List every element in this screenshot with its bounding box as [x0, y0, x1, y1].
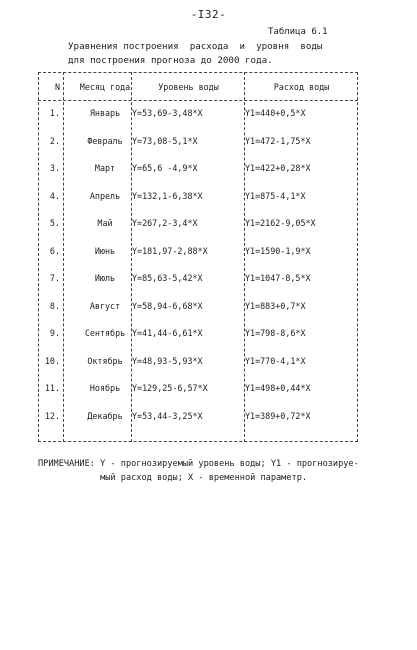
row-level: Y=53,44-3,25*X [132, 410, 203, 421]
caption-line-2: для построения прогноза до 2000 года. [68, 55, 273, 66]
table-note [38, 457, 359, 485]
row-month: Октябрь [87, 355, 123, 366]
row-level: Y=53,69-3,48*X [132, 108, 203, 118]
row-flow: Y1=875-4,1*X [245, 190, 306, 201]
row-level: Y=41,44-6,61*X [132, 328, 203, 338]
header-month: Месяц года [79, 82, 131, 92]
row-num: 6. [49, 245, 60, 256]
row-num: 3. [49, 163, 60, 173]
row-level: Y=73,08-5,1*X [132, 135, 198, 146]
table-row [38, 218, 358, 230]
row-month: Февраль [87, 135, 123, 146]
row-num: 1. [49, 108, 60, 118]
table-caption [68, 40, 322, 68]
row-num: 11. [44, 383, 60, 393]
header-separator [38, 100, 358, 101]
row-flow: Y1=389+0,72*X [245, 410, 311, 421]
table-row [38, 136, 358, 148]
header-level: Уровень воды [158, 82, 219, 92]
table-row [38, 246, 358, 258]
row-level: Y=48,93-5,93*X [132, 355, 203, 366]
table-row [38, 301, 358, 313]
table-row [38, 411, 358, 423]
row-month: Ноябрь [89, 383, 121, 393]
row-flow: Y1=1047-8,5*X [245, 273, 311, 283]
note-line-2: мый расход воды; X - временной параметр. [38, 473, 308, 483]
row-num: 8. [49, 300, 60, 311]
row-flow: Y1=422+0,28*X [245, 163, 311, 173]
table-row [38, 163, 358, 175]
table-row [38, 273, 358, 285]
table-top-border [38, 72, 358, 73]
page-number: -I32- [190, 8, 227, 21]
table-row [38, 383, 358, 395]
row-flow: Y1=472-1,75*X [245, 135, 311, 146]
row-level: Y=58,94-6,68*X [132, 300, 203, 311]
row-month: Апрель [89, 190, 121, 201]
row-level: Y=85,63-5,42*X [132, 273, 203, 283]
row-num: 2. [49, 135, 60, 146]
row-num: 9. [49, 328, 60, 338]
row-level: Y=132,1-6,38*X [132, 190, 203, 201]
row-num: 10. [44, 355, 60, 366]
header-num: N [54, 82, 60, 92]
row-month: Март [94, 163, 116, 173]
row-month: Июль [94, 273, 116, 283]
row-flow: Y1=798-8,6*X [245, 328, 306, 338]
row-month: Август [89, 300, 121, 311]
row-flow: Y1=498+0,44*X [245, 383, 311, 393]
row-month: Сентябрь [84, 328, 126, 338]
table-label: Таблица 6.1 [268, 27, 328, 37]
table-row [38, 328, 358, 340]
row-level: Y=181,97-2,88*X [132, 245, 208, 256]
row-flow: Y1=1590-1,9*X [245, 245, 311, 256]
table-row [38, 356, 358, 368]
table-row [38, 191, 358, 203]
table-bottom-border [38, 441, 358, 442]
row-num: 7. [49, 273, 60, 283]
row-level: Y=267,2-3,4*X [132, 218, 198, 228]
caption-line-1: Уравнения построения расхода и уровня воды [68, 41, 323, 52]
row-flow: Y1=770-4,1*X [245, 355, 306, 366]
row-month: Январь [89, 108, 121, 118]
table-row [38, 108, 358, 120]
row-num: 4. [49, 190, 60, 201]
header-flow: Расход воды [273, 82, 330, 92]
note-line-1: ПРИМЕЧАНИЕ: Y - прогнозируемый уровень воды; Y1 - прогнозируе- [38, 459, 359, 469]
row-level: Y=129,25-6,57*X [132, 383, 208, 393]
row-num: 12. [44, 410, 60, 421]
equations-table [38, 72, 358, 442]
row-flow: Y1=440+0,5*X [245, 108, 306, 118]
row-num: 5. [49, 218, 60, 228]
row-flow: Y1=883+0,7*X [245, 300, 306, 311]
row-month: Май [97, 218, 113, 228]
row-month: Декабрь [87, 410, 123, 421]
row-level: Y=65,6 -4,9*X [132, 163, 198, 173]
row-flow: Y1=2162-9,05*X [245, 218, 316, 228]
row-month: Июнь [94, 245, 116, 256]
